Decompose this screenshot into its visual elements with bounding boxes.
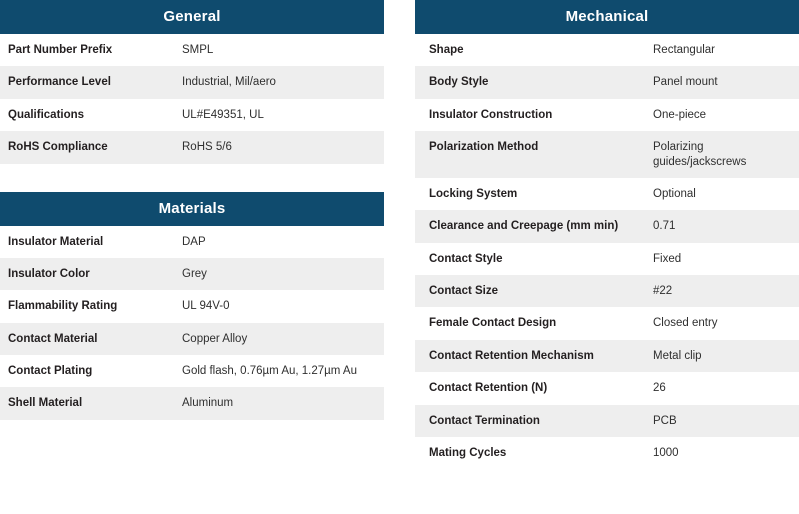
row-label: Contact Termination xyxy=(415,405,645,437)
row-value: UL 94V-0 xyxy=(176,290,384,322)
table-row xyxy=(415,275,799,307)
table-row xyxy=(415,437,799,469)
row-value: Optional xyxy=(645,178,799,210)
row-value: DAP xyxy=(176,226,384,258)
table-row xyxy=(415,131,799,178)
table-row xyxy=(415,307,799,339)
row-value: Panel mount xyxy=(645,66,799,98)
row-label: Flammability Rating xyxy=(0,290,176,322)
table-row xyxy=(415,66,799,98)
row-value: #22 xyxy=(645,275,799,307)
row-value: Polarizing guides/jackscrews xyxy=(645,131,799,178)
row-label: Contact Retention Mechanism xyxy=(415,340,645,372)
row-label: Contact Size xyxy=(415,275,645,307)
row-label: Qualifications xyxy=(0,99,176,131)
row-value: 0.71 xyxy=(645,210,799,242)
table-row xyxy=(415,340,799,372)
row-label: RoHS Compliance xyxy=(0,131,176,163)
table-row xyxy=(415,34,799,66)
row-value: Gold flash, 0.76µm Au, 1.27µm Au xyxy=(176,355,384,387)
table-row xyxy=(0,290,384,322)
row-value: Rectangular xyxy=(645,34,799,66)
table-row xyxy=(0,355,384,387)
table-row xyxy=(0,323,384,355)
row-value: 26 xyxy=(645,372,799,404)
row-value: SMPL xyxy=(176,34,384,66)
row-value: UL#E49351, UL xyxy=(176,99,384,131)
table-row xyxy=(415,99,799,131)
row-label: Mating Cycles xyxy=(415,437,645,469)
row-label: Performance Level xyxy=(0,66,176,98)
table-row xyxy=(415,178,799,210)
row-value: Copper Alloy xyxy=(176,323,384,355)
row-value: Industrial, Mil/aero xyxy=(176,66,384,98)
table-title-mechanical: Mechanical xyxy=(415,0,799,34)
spec-table-materials xyxy=(0,192,384,420)
table-row xyxy=(0,226,384,258)
table-row xyxy=(0,99,384,131)
table-title-materials: Materials xyxy=(0,192,384,226)
spec-table-mechanical xyxy=(415,0,799,469)
row-label: Body Style xyxy=(415,66,645,98)
table-row xyxy=(0,131,384,163)
row-label: Female Contact Design xyxy=(415,307,645,339)
table-row xyxy=(415,372,799,404)
row-value: RoHS 5/6 xyxy=(176,131,384,163)
table-row xyxy=(415,210,799,242)
row-value: Closed entry xyxy=(645,307,799,339)
row-value: PCB xyxy=(645,405,799,437)
row-label: Contact Material xyxy=(0,323,176,355)
row-value: Metal clip xyxy=(645,340,799,372)
table-row xyxy=(0,66,384,98)
row-value: Aluminum xyxy=(176,387,384,419)
spec-table-general xyxy=(0,0,384,164)
table-title-general: General xyxy=(0,0,384,34)
table-row xyxy=(415,243,799,275)
row-label: Locking System xyxy=(415,178,645,210)
table-row xyxy=(0,34,384,66)
row-label: Part Number Prefix xyxy=(0,34,176,66)
table-row xyxy=(0,258,384,290)
row-label: Contact Plating xyxy=(0,355,176,387)
row-label: Contact Retention (N) xyxy=(415,372,645,404)
left-column xyxy=(0,0,384,448)
row-label: Shell Material xyxy=(0,387,176,419)
row-label: Contact Style xyxy=(415,243,645,275)
row-label: Insulator Material xyxy=(0,226,176,258)
right-column xyxy=(415,0,799,497)
row-value: 1000 xyxy=(645,437,799,469)
table-row xyxy=(0,387,384,419)
table-row xyxy=(415,405,799,437)
row-label: Insulator Color xyxy=(0,258,176,290)
row-label: Clearance and Creepage (mm min) xyxy=(415,210,645,242)
row-value: Grey xyxy=(176,258,384,290)
row-value: One-piece xyxy=(645,99,799,131)
row-label: Insulator Construction xyxy=(415,99,645,131)
row-value: Fixed xyxy=(645,243,799,275)
row-label: Shape xyxy=(415,34,645,66)
row-label: Polarization Method xyxy=(415,131,645,178)
